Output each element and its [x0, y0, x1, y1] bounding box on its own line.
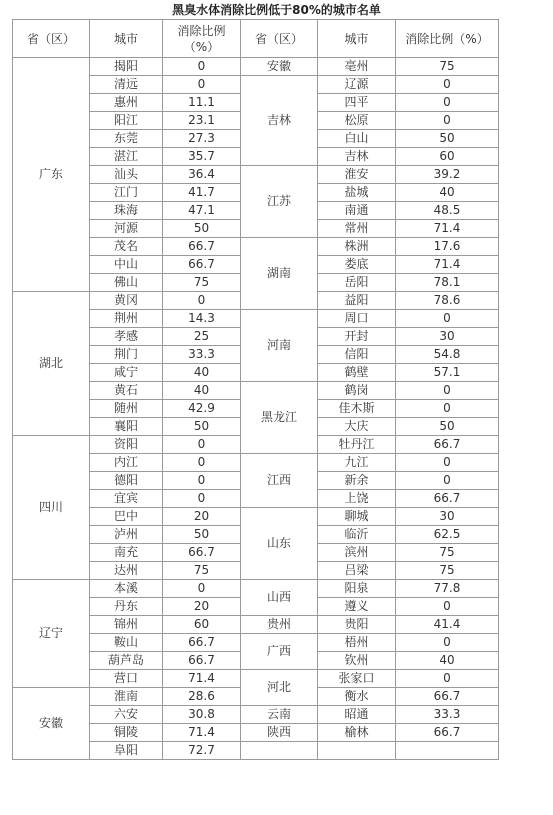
city-cell: 衡水: [318, 688, 396, 706]
ratio-cell: 0: [396, 598, 499, 616]
table-title: 黑臭水体消除比例低于80%的城市名单: [172, 3, 381, 17]
province-cell: 陕西: [241, 724, 318, 742]
ratio-cell: 40: [163, 364, 241, 382]
ratio-cell: 0: [396, 454, 499, 472]
province-cell: 江西: [241, 454, 318, 508]
ratio-cell: 50: [163, 526, 241, 544]
city-cell: 钦州: [318, 652, 396, 670]
header-city-left: 城市: [90, 20, 163, 58]
city-cell: 吕梁: [318, 562, 396, 580]
ratio-cell: 14.3: [163, 310, 241, 328]
city-cell: 巴中: [90, 508, 163, 526]
city-cell: 阳江: [90, 112, 163, 130]
city-cell: 大庆: [318, 418, 396, 436]
ratio-cell: 0: [396, 310, 499, 328]
city-cell: 江门: [90, 184, 163, 202]
ratio-cell: 33.3: [396, 706, 499, 724]
ratio-cell: 47.1: [163, 202, 241, 220]
city-cell: 内江: [90, 454, 163, 472]
city-cell: 揭阳: [90, 58, 163, 76]
city-cell: 鞍山: [90, 634, 163, 652]
city-cell: 南充: [90, 544, 163, 562]
city-cell: 东莞: [90, 130, 163, 148]
ratio-cell: 0: [396, 112, 499, 130]
ratio-cell: 48.5: [396, 202, 499, 220]
city-cell: 松原: [318, 112, 396, 130]
province-cell: 湖北: [13, 292, 90, 436]
city-cell: 随州: [90, 400, 163, 418]
province-cell: 吉林: [241, 76, 318, 166]
city-cell: 榆林: [318, 724, 396, 742]
ratio-cell: 50: [163, 220, 241, 238]
ratio-cell: 0: [163, 436, 241, 454]
ratio-cell: 66.7: [163, 238, 241, 256]
city-cell: 辽源: [318, 76, 396, 94]
ratio-cell: 66.7: [396, 436, 499, 454]
city-cell: 上饶: [318, 490, 396, 508]
province-cell: 湖南: [241, 238, 318, 310]
ratio-cell: 71.4: [396, 256, 499, 274]
ratio-cell: 78.1: [396, 274, 499, 292]
city-cell: 益阳: [318, 292, 396, 310]
city-cell: 佳木斯: [318, 400, 396, 418]
ratio-cell: 66.7: [163, 544, 241, 562]
ratio-cell: 71.4: [396, 220, 499, 238]
province-cell: 安徽: [13, 688, 90, 760]
header-city-right: 城市: [318, 20, 396, 58]
city-cell: 聊城: [318, 508, 396, 526]
ratio-cell: 25: [163, 328, 241, 346]
ratio-cell: 66.7: [163, 634, 241, 652]
city-cell: 丹东: [90, 598, 163, 616]
city-cell: 鹤岗: [318, 382, 396, 400]
ratio-cell: 41.7: [163, 184, 241, 202]
city-cell: [318, 742, 396, 760]
city-cell: 中山: [90, 256, 163, 274]
city-cell: 咸宁: [90, 364, 163, 382]
ratio-cell: 0: [163, 454, 241, 472]
city-cell: 盐城: [318, 184, 396, 202]
city-cell: 贵阳: [318, 616, 396, 634]
city-cell: 惠州: [90, 94, 163, 112]
ratio-cell: 33.3: [163, 346, 241, 364]
city-cell: 黄冈: [90, 292, 163, 310]
ratio-cell: 23.1: [163, 112, 241, 130]
ratio-cell: 0: [396, 382, 499, 400]
ratio-cell: 0: [163, 580, 241, 598]
ratio-cell: 11.1: [163, 94, 241, 112]
city-cell: 亳州: [318, 58, 396, 76]
province-cell: 云南: [241, 706, 318, 724]
city-cell: 岳阳: [318, 274, 396, 292]
ratio-cell: [396, 742, 499, 760]
ratio-cell: 71.4: [163, 670, 241, 688]
ratio-cell: 54.8: [396, 346, 499, 364]
ratio-cell: 28.6: [163, 688, 241, 706]
city-cell: 资阳: [90, 436, 163, 454]
ratio-cell: 41.4: [396, 616, 499, 634]
city-cell: 荆门: [90, 346, 163, 364]
city-cell: 张家口: [318, 670, 396, 688]
city-cell: 达州: [90, 562, 163, 580]
header-ratio-right: 消除比例（%）: [396, 20, 499, 58]
ratio-cell: 50: [163, 418, 241, 436]
city-cell: 宜宾: [90, 490, 163, 508]
header-province-right: 省（区）: [241, 20, 318, 58]
city-cell: 清远: [90, 76, 163, 94]
city-cell: 遵义: [318, 598, 396, 616]
city-cell: 梧州: [318, 634, 396, 652]
province-cell: 河北: [241, 670, 318, 706]
city-cell: 本溪: [90, 580, 163, 598]
city-cell: 六安: [90, 706, 163, 724]
city-cell: 黄石: [90, 382, 163, 400]
province-cell: 四川: [13, 436, 90, 580]
city-cell: 佛山: [90, 274, 163, 292]
ratio-cell: 0: [396, 94, 499, 112]
city-cell: 锦州: [90, 616, 163, 634]
province-cell: 安徽: [241, 58, 318, 76]
header-province-left: 省（区）: [13, 20, 90, 58]
header-row: [13, 20, 499, 58]
ratio-cell: 20: [163, 508, 241, 526]
province-cell: 广西: [241, 634, 318, 670]
ratio-cell: 0: [396, 400, 499, 418]
city-cell: 泸州: [90, 526, 163, 544]
province-cell: 山西: [241, 580, 318, 616]
city-cell: 襄阳: [90, 418, 163, 436]
city-cell: 南通: [318, 202, 396, 220]
ratio-cell: 66.7: [163, 652, 241, 670]
ratio-cell: 66.7: [163, 256, 241, 274]
ratio-cell: 27.3: [163, 130, 241, 148]
ratio-cell: 75: [396, 544, 499, 562]
city-cell: 滨州: [318, 544, 396, 562]
ratio-cell: 60: [396, 148, 499, 166]
ratio-cell: 71.4: [163, 724, 241, 742]
ratio-cell: 30.8: [163, 706, 241, 724]
ratio-cell: 20: [163, 598, 241, 616]
city-cell: 营口: [90, 670, 163, 688]
city-cell: 常州: [318, 220, 396, 238]
ratio-cell: 36.4: [163, 166, 241, 184]
ratio-cell: 75: [396, 562, 499, 580]
city-cell: 白山: [318, 130, 396, 148]
city-cell: 淮安: [318, 166, 396, 184]
ratio-cell: 42.9: [163, 400, 241, 418]
province-cell: 山东: [241, 508, 318, 580]
city-cell: 葫芦岛: [90, 652, 163, 670]
ratio-cell: 66.7: [396, 688, 499, 706]
ratio-cell: 50: [396, 418, 499, 436]
ratio-cell: 0: [163, 292, 241, 310]
ratio-cell: 62.5: [396, 526, 499, 544]
city-cell: 四平: [318, 94, 396, 112]
city-cell: 阜阳: [90, 742, 163, 760]
ratio-cell: 0: [163, 76, 241, 94]
ratio-cell: 35.7: [163, 148, 241, 166]
ratio-cell: 0: [396, 670, 499, 688]
city-cell: 德阳: [90, 472, 163, 490]
ratio-cell: 0: [396, 634, 499, 652]
city-list-table: [12, 19, 499, 760]
table-body: [13, 58, 499, 760]
ratio-cell: 40: [396, 184, 499, 202]
city-cell: 九江: [318, 454, 396, 472]
city-cell: 株洲: [318, 238, 396, 256]
ratio-cell: 40: [163, 382, 241, 400]
city-cell: 周口: [318, 310, 396, 328]
city-cell: 鹤壁: [318, 364, 396, 382]
table-row: [13, 58, 499, 76]
city-cell: 河源: [90, 220, 163, 238]
city-cell: 娄底: [318, 256, 396, 274]
ratio-cell: 75: [163, 274, 241, 292]
province-cell: 广东: [13, 58, 90, 292]
city-cell: 吉林: [318, 148, 396, 166]
ratio-cell: 72.7: [163, 742, 241, 760]
province-cell: 江苏: [241, 166, 318, 238]
city-cell: 牡丹江: [318, 436, 396, 454]
city-cell: 荆州: [90, 310, 163, 328]
ratio-cell: 30: [396, 508, 499, 526]
city-cell: 珠海: [90, 202, 163, 220]
province-cell: [241, 742, 318, 760]
ratio-cell: 66.7: [396, 490, 499, 508]
province-cell: 贵州: [241, 616, 318, 634]
city-cell: 开封: [318, 328, 396, 346]
header-ratio-left: 消除比例（%）: [163, 20, 241, 58]
ratio-cell: 30: [396, 328, 499, 346]
ratio-cell: 57.1: [396, 364, 499, 382]
city-cell: 临沂: [318, 526, 396, 544]
city-cell: 信阳: [318, 346, 396, 364]
ratio-cell: 40: [396, 652, 499, 670]
ratio-cell: 39.2: [396, 166, 499, 184]
city-cell: 阳泉: [318, 580, 396, 598]
province-cell: 辽宁: [13, 580, 90, 688]
city-cell: 茂名: [90, 238, 163, 256]
city-cell: 湛江: [90, 148, 163, 166]
ratio-cell: 60: [163, 616, 241, 634]
ratio-cell: 0: [396, 472, 499, 490]
city-cell: 铜陵: [90, 724, 163, 742]
city-cell: 新余: [318, 472, 396, 490]
city-cell: 汕头: [90, 166, 163, 184]
ratio-cell: 75: [163, 562, 241, 580]
ratio-cell: 50: [396, 130, 499, 148]
table-row: [13, 580, 499, 598]
province-cell: 黑龙江: [241, 382, 318, 454]
ratio-cell: 77.8: [396, 580, 499, 598]
ratio-cell: 75: [396, 58, 499, 76]
ratio-cell: 0: [396, 76, 499, 94]
ratio-cell: 78.6: [396, 292, 499, 310]
ratio-cell: 0: [163, 472, 241, 490]
ratio-cell: 17.6: [396, 238, 499, 256]
city-cell: 淮南: [90, 688, 163, 706]
ratio-cell: 66.7: [396, 724, 499, 742]
ratio-cell: 0: [163, 490, 241, 508]
province-cell: 河南: [241, 310, 318, 382]
city-cell: 昭通: [318, 706, 396, 724]
city-cell: 孝感: [90, 328, 163, 346]
ratio-cell: 0: [163, 58, 241, 76]
